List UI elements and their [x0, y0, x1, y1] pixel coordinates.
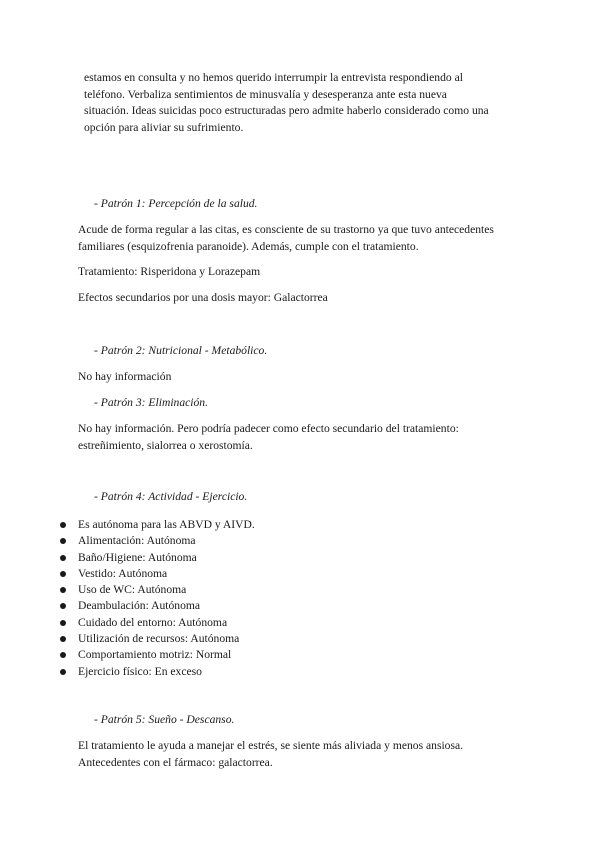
list-item	[58, 566, 255, 582]
bullet-icon	[60, 603, 66, 609]
tratamiento-text: Tratamiento: Risperidona y Lorazepam	[78, 265, 261, 278]
patron-5-paragraph	[78, 738, 550, 771]
intro-line: opción para aliviar su sufrimiento.	[84, 120, 244, 134]
patron-2-paragraph	[78, 369, 550, 386]
bullet-icon	[60, 538, 66, 544]
list-item	[58, 550, 255, 566]
list-item-text: Uso de WC: Autónoma	[78, 583, 187, 597]
patron-1-paragraph	[78, 222, 550, 255]
patron-5-line: Antecedentes con el fármaco: galactorrea.	[78, 755, 273, 769]
patron-4-list	[58, 517, 255, 680]
bullet-icon	[60, 652, 66, 658]
list-item-text: Cuidado del entorno: Autónoma	[78, 615, 228, 629]
list-item-text: Comportamiento motriz: Normal	[78, 648, 232, 662]
patron-4-heading: - Patrón 4: Actividad - Ejercicio.	[94, 490, 248, 503]
bullet-icon	[60, 522, 66, 528]
patron-5-line: El tratamiento le ayuda a manejar el estrés, se siente más aliviada y menos ansiosa.	[78, 739, 464, 752]
list-item	[58, 517, 255, 533]
list-item	[58, 533, 255, 549]
patron-1-line: Acude de forma regular a las citas, es consciente de su trastorno ya que tuvo antecedentes	[78, 223, 494, 236]
list-item	[58, 615, 255, 631]
patron-1-efectos	[78, 290, 550, 307]
intro-line: teléfono. Verbaliza sentimientos de minusvalía y desesperanza ante esta nueva	[84, 87, 447, 101]
patron-3-paragraph	[78, 421, 550, 454]
bullet-icon	[60, 636, 66, 642]
patron-3-line: estreñimiento, sialorrea o xerostomía.	[78, 438, 253, 452]
list-item-text: Ejercicio físico: En exceso	[78, 664, 202, 678]
patron-2-heading: - Patrón 2: Nutricional - Metabólico.	[94, 344, 268, 357]
bullet-icon	[60, 620, 66, 626]
patron-1-tratamiento	[78, 264, 550, 281]
patron-3-line: No hay información. Pero podría padecer como efecto secundario del tratamiento:	[78, 422, 459, 435]
list-item-text: Utilización de recursos: Autónoma	[78, 632, 240, 646]
list-item-text: Vestido: Autónoma	[78, 566, 168, 580]
bullet-icon	[60, 587, 66, 593]
list-item	[58, 647, 255, 663]
list-item	[58, 664, 255, 680]
patron-1-heading: - Patrón 1: Percepción de la salud.	[94, 197, 258, 210]
patron-2-text: No hay información	[78, 370, 172, 383]
list-item	[58, 582, 255, 598]
list-item	[58, 598, 255, 614]
patron-5-heading: - Patrón 5: Sueño - Descanso.	[94, 713, 235, 726]
patron-1-line: familiares (esquizofrenia paranoide). Además, cumple con el tratamiento.	[78, 239, 419, 253]
list-item-text: Alimentación: Autónoma	[78, 534, 196, 548]
list-item	[58, 631, 255, 647]
patron-3-heading: - Patrón 3: Eliminación.	[94, 396, 208, 409]
intro-paragraph	[84, 70, 524, 136]
intro-line: situación. Ideas suicidas poco estructuradas pero admite haberlo considerado como una	[84, 104, 489, 118]
list-item-text: Es autónoma para las ABVD y AIVD.	[78, 518, 255, 531]
list-item-text: Deambulación: Autónoma	[78, 599, 201, 613]
efectos-text: Efectos secundarios por una dosis mayor: Galactorrea	[78, 291, 328, 304]
bullet-icon	[60, 669, 66, 675]
intro-line: estamos en consulta y no hemos querido interrumpir la entrevista respondiendo al	[84, 71, 463, 84]
bullet-icon	[60, 571, 66, 577]
list-item-text: Baño/Higiene: Autónoma	[78, 550, 197, 564]
bullet-icon	[60, 555, 66, 561]
